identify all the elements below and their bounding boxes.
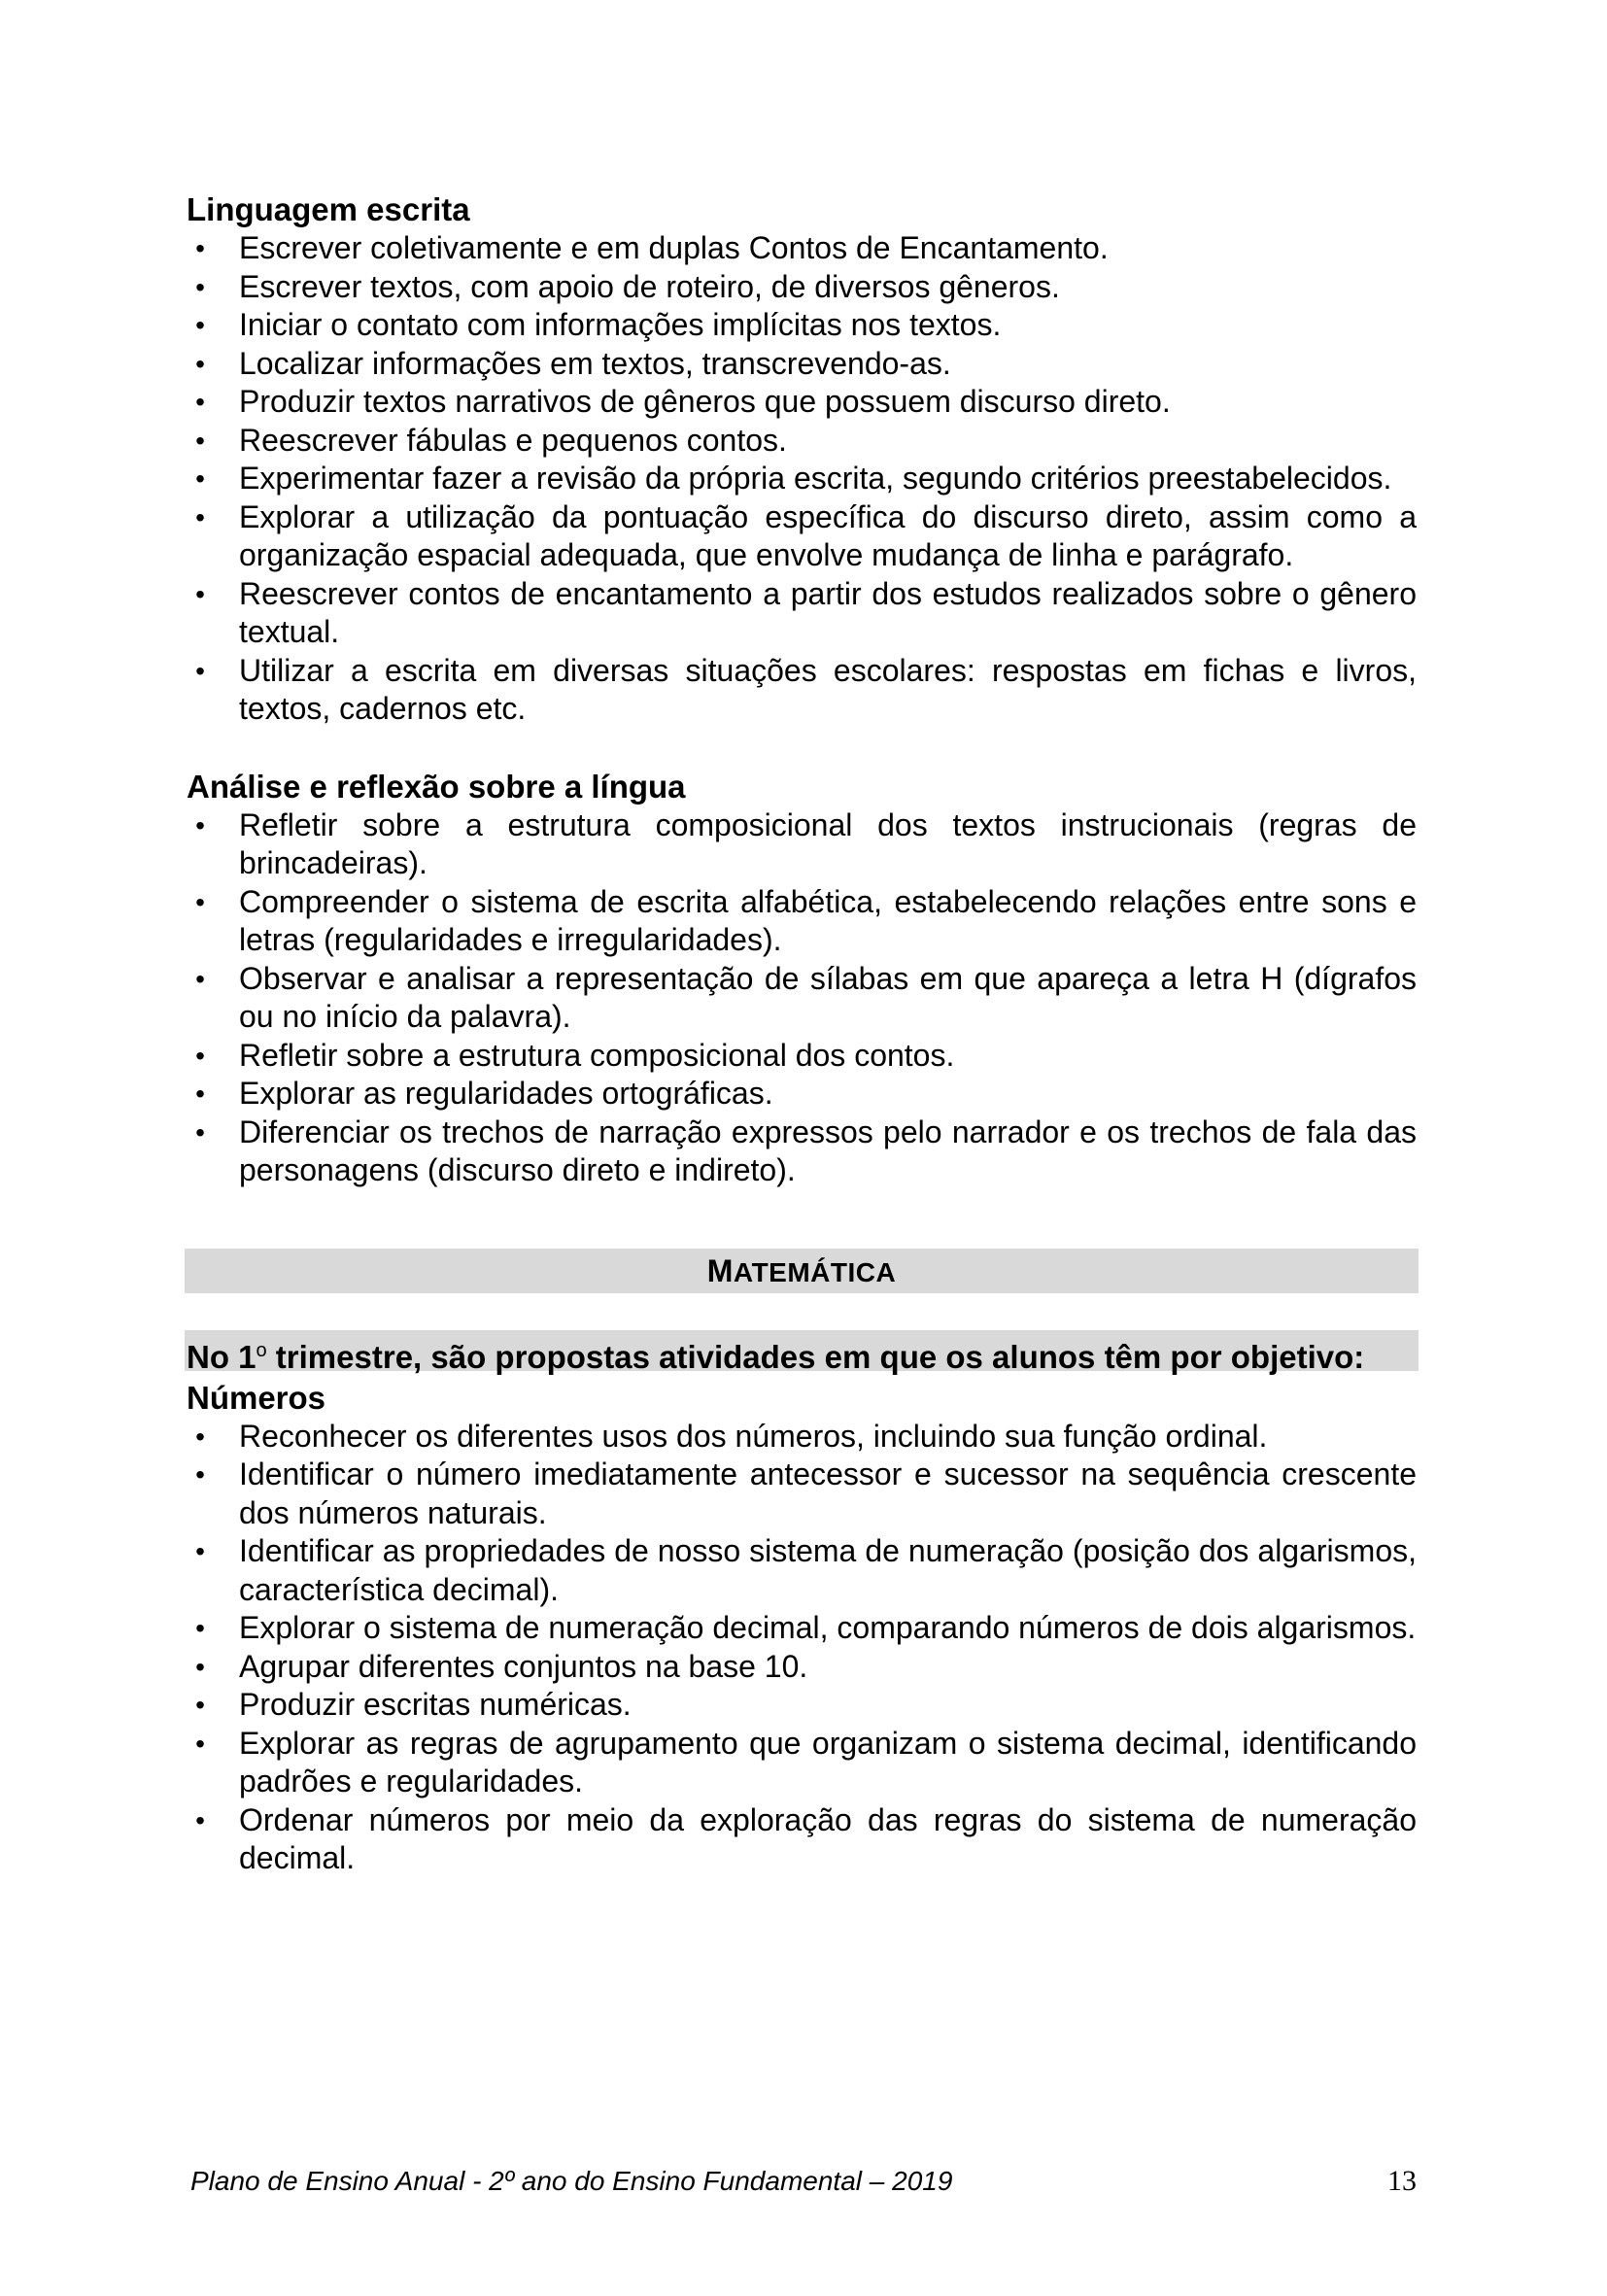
list-item [187, 960, 1417, 1037]
bullet-icon: • [195, 1040, 205, 1071]
bullet-icon: • [195, 310, 205, 340]
list-item [187, 1037, 1417, 1076]
list-item-text: Escrever coletivamente e em duplas Contos de Encantamento. [239, 230, 1109, 265]
list-item-text: Identificar o número imediatamente antecessor e sucessor na sequência crescente dos números naturais. [239, 1456, 1417, 1530]
list-item [187, 1609, 1417, 1648]
list-item [187, 1075, 1417, 1114]
bullet-icon: • [195, 1613, 205, 1643]
list-item-text: Iniciar o contato com informações implícitas nos textos. [239, 307, 1002, 342]
list-item [187, 1725, 1417, 1801]
list-item [187, 1532, 1417, 1609]
trimester-ordinal: o [256, 1339, 267, 1361]
list-item [187, 383, 1417, 422]
bullet-icon: • [195, 425, 205, 456]
list-item-text: Produzir escritas numéricas. [239, 1687, 632, 1722]
list-item [187, 498, 1417, 575]
list-item [187, 268, 1417, 307]
bullet-icon: • [195, 387, 205, 417]
list-item-text: Reescrever contos de encantamento a partir dos estudos realizados sobre o gênero textual. [239, 575, 1417, 649]
trimester-text-after: trimestre, são propostas atividades em que os alunos têm por objetivo: [266, 1338, 1365, 1375]
section-heading-numeros: Números [187, 1379, 326, 1416]
bullet-icon: • [195, 963, 205, 994]
bullet-icon: • [195, 1690, 205, 1720]
bullet-icon: • [195, 886, 205, 917]
list-item-text: Compreender o sistema de escrita alfabética, estabelecendo relações entre sons e letras (regularidades e irregularidades). [239, 883, 1417, 957]
bullet-icon: • [195, 1728, 205, 1759]
list-item-text: Refletir sobre a estrutura composicional dos textos instrucionais (regras de brincadeiras). [239, 806, 1417, 880]
list-item-text: Agrupar diferentes conjuntos na base 10. [239, 1648, 808, 1684]
page-number: 13 [1387, 2165, 1417, 2197]
list-item [187, 345, 1417, 384]
subject-title-initial: M [706, 1252, 734, 1288]
list-item-text: Refletir sobre a estrutura composicional dos contos. [239, 1037, 955, 1073]
bullet-icon: • [195, 463, 205, 494]
bullet-icon: • [195, 1459, 205, 1490]
spacer [187, 1190, 1417, 1249]
bullet-list-numeros [187, 1418, 1417, 1878]
list-item-text: Utilizar a escrita em diversas situações escolares: respostas em fichas e livros, textos, cadernos etc. [239, 652, 1417, 726]
list-item-text: Localizar informações em textos, transcrevendo-as. [239, 345, 951, 381]
list-item-text: Experimentar fazer a revisão da própria escrita, segundo critérios preestabelecidos. [239, 461, 1392, 496]
spacer [187, 729, 1417, 768]
list-item [187, 229, 1417, 268]
section-heading-linguagem-escrita: Linguagem escrita [187, 191, 470, 227]
list-item [187, 652, 1417, 729]
trimester-text-before: No 1 [187, 1338, 256, 1375]
bullet-list-analise-reflexao [187, 806, 1417, 1190]
list-item [187, 1456, 1417, 1532]
list-item [187, 422, 1417, 461]
subject-header-bar [185, 1249, 1419, 1293]
section-heading-analise-reflexao: Análise e reflexão sobre a língua [187, 768, 686, 805]
list-item [187, 460, 1417, 498]
list-item [187, 1648, 1417, 1687]
list-item [187, 883, 1417, 960]
list-item-text: Reconhecer os diferentes usos dos números, incluindo sua função ordinal. [239, 1418, 1268, 1454]
list-item-text: Explorar o sistema de numeração decimal, comparando números de dois algarismos. [239, 1610, 1417, 1645]
bullet-icon: • [195, 809, 205, 840]
bullet-icon: • [195, 501, 205, 532]
bullet-icon: • [195, 1651, 205, 1682]
list-item-text: Observar e analisar a representação de sílabas em que apareça a letra H (dígrafos ou no início da palavra). [239, 960, 1417, 1034]
list-item-text: Ordenar números por meio da exploração das regras do sistema de numeração decimal. [239, 1801, 1417, 1875]
list-item-text: Diferenciar os trechos de narração expressos pelo narrador e os trechos de fala das personagens (discurso direto e indireto). [239, 1114, 1417, 1187]
bullet-icon: • [195, 233, 205, 263]
bullet-icon: • [195, 1116, 205, 1148]
list-item-text: Identificar as propriedades de nosso sistema de numeração (posição dos algarismos, característica decimal). [239, 1533, 1417, 1607]
list-item-text: Explorar a utilização da pontuação específica do discurso direto, assim como a organização espacial adequada, que envolve mudança de linha e parágrafo. [239, 498, 1417, 572]
bullet-icon: • [195, 1079, 205, 1109]
list-item [187, 1801, 1417, 1878]
bullet-icon: • [195, 1804, 205, 1835]
list-item [187, 1418, 1417, 1456]
page-content [187, 190, 1417, 1878]
trimester-intro-bar [185, 1330, 1419, 1375]
subject-title-rest: ATEMÁTICA [733, 1256, 897, 1287]
list-item [187, 306, 1417, 345]
bullet-icon: • [195, 578, 205, 609]
bullet-icon: • [195, 1421, 205, 1452]
list-item-text: Produzir textos narrativos de gêneros que possuem discurso direto. [239, 384, 1171, 419]
list-item-text: Reescrever fábulas e pequenos contos. [239, 422, 787, 458]
page-footer [190, 2162, 1417, 2201]
list-item [187, 1686, 1417, 1725]
bullet-icon: • [195, 271, 205, 302]
list-item-text: Explorar as regras de agrupamento que organizam o sistema decimal, identificando padrões e regularidades. [239, 1725, 1417, 1799]
list-item [187, 806, 1417, 883]
bullet-icon: • [195, 348, 205, 379]
list-item-text: Escrever textos, com apoio de roteiro, de diversos gêneros. [239, 268, 1060, 304]
bullet-icon: • [195, 1536, 205, 1566]
list-item-text: Explorar as regularidades ortográficas. [239, 1076, 773, 1111]
list-item [187, 575, 1417, 652]
footer-document-title: Plano de Ensino Anual - 2º ano do Ensino Fundamental – 2019 [190, 2166, 953, 2196]
bullet-list-linguagem-escrita [187, 229, 1417, 729]
bullet-icon: • [195, 655, 205, 686]
list-item [187, 1114, 1417, 1190]
